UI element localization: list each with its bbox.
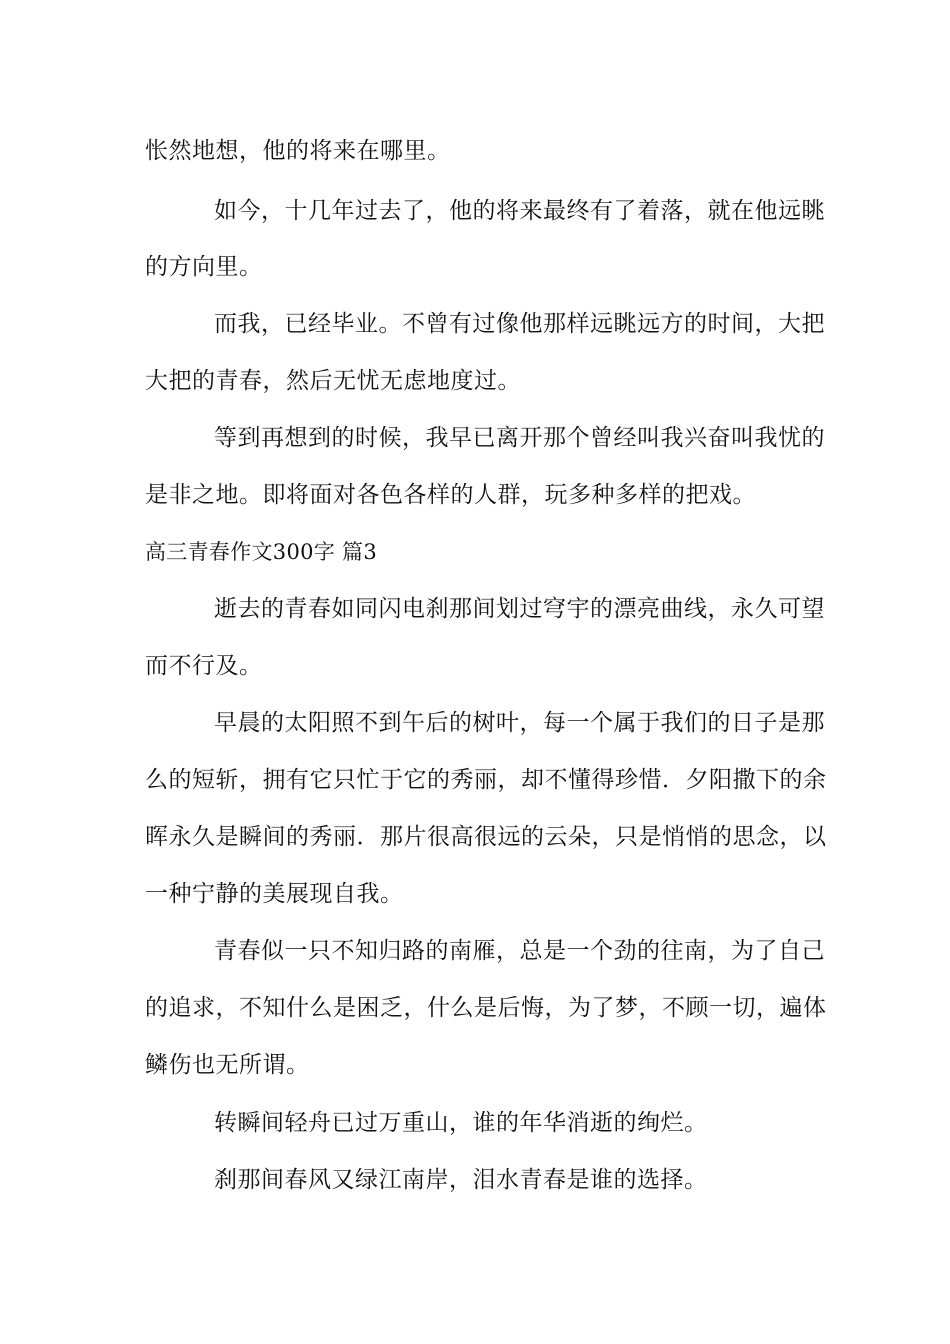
paragraph-line: 一种宁静的美展现自我。	[145, 881, 404, 907]
paragraph-line: 而不行及。	[145, 653, 263, 679]
section-heading: 高三青春作文300字 篇3	[145, 540, 378, 564]
paragraph-line: 而我，已经毕业。不曾有过像他那样远眺远方的时间，大把	[214, 311, 825, 337]
paragraph-line: 么的短斩，拥有它只忙于它的秀丽，却不懂得珍惜．夕阳撒下的余	[145, 767, 827, 793]
paragraph-line: 晖永久是瞬间的秀丽．那片很高很远的云朵，只是悄悄的思念，以	[145, 824, 827, 850]
paragraph-line: 早晨的太阳照不到午后的树叶，每一个属于我们的日子是那	[214, 710, 825, 736]
paragraph-line: 逝去的青春如同闪电刹那间划过穹宇的漂亮曲线，永久可望	[214, 596, 825, 622]
paragraph-line: 是非之地。即将面对各色各样的人群，玩多种多样的把戏。	[145, 482, 756, 508]
paragraph-line: 刹那间春风又绿江南岸，泪水青春是谁的选择。	[214, 1167, 708, 1193]
paragraph-line: 等到再想到的时候，我早已离开那个曾经叫我兴奋叫我忧的	[214, 425, 825, 451]
paragraph-line: 的方向里。	[145, 254, 263, 280]
paragraph-line: 鳞伤也无所谓。	[145, 1052, 310, 1078]
paragraph-line: 转瞬间轻舟已过万重山，谁的年华消逝的绚烂。	[214, 1110, 708, 1136]
paragraph-line: 怅然地想，他的将来在哪里。	[145, 138, 451, 164]
paragraph-line: 青春似一只不知归路的南雁，总是一个劲的往南，为了自己	[214, 938, 825, 964]
paragraph-line: 的追求，不知什么是困乏，什么是后悔，为了梦，不顾一切，遍体	[145, 995, 827, 1021]
paragraph-line: 如今，十几年过去了，他的将来最终有了着落，就在他远眺	[214, 198, 825, 224]
paragraph-line: 大把的青春，然后无忧无虑地度过。	[145, 368, 521, 394]
